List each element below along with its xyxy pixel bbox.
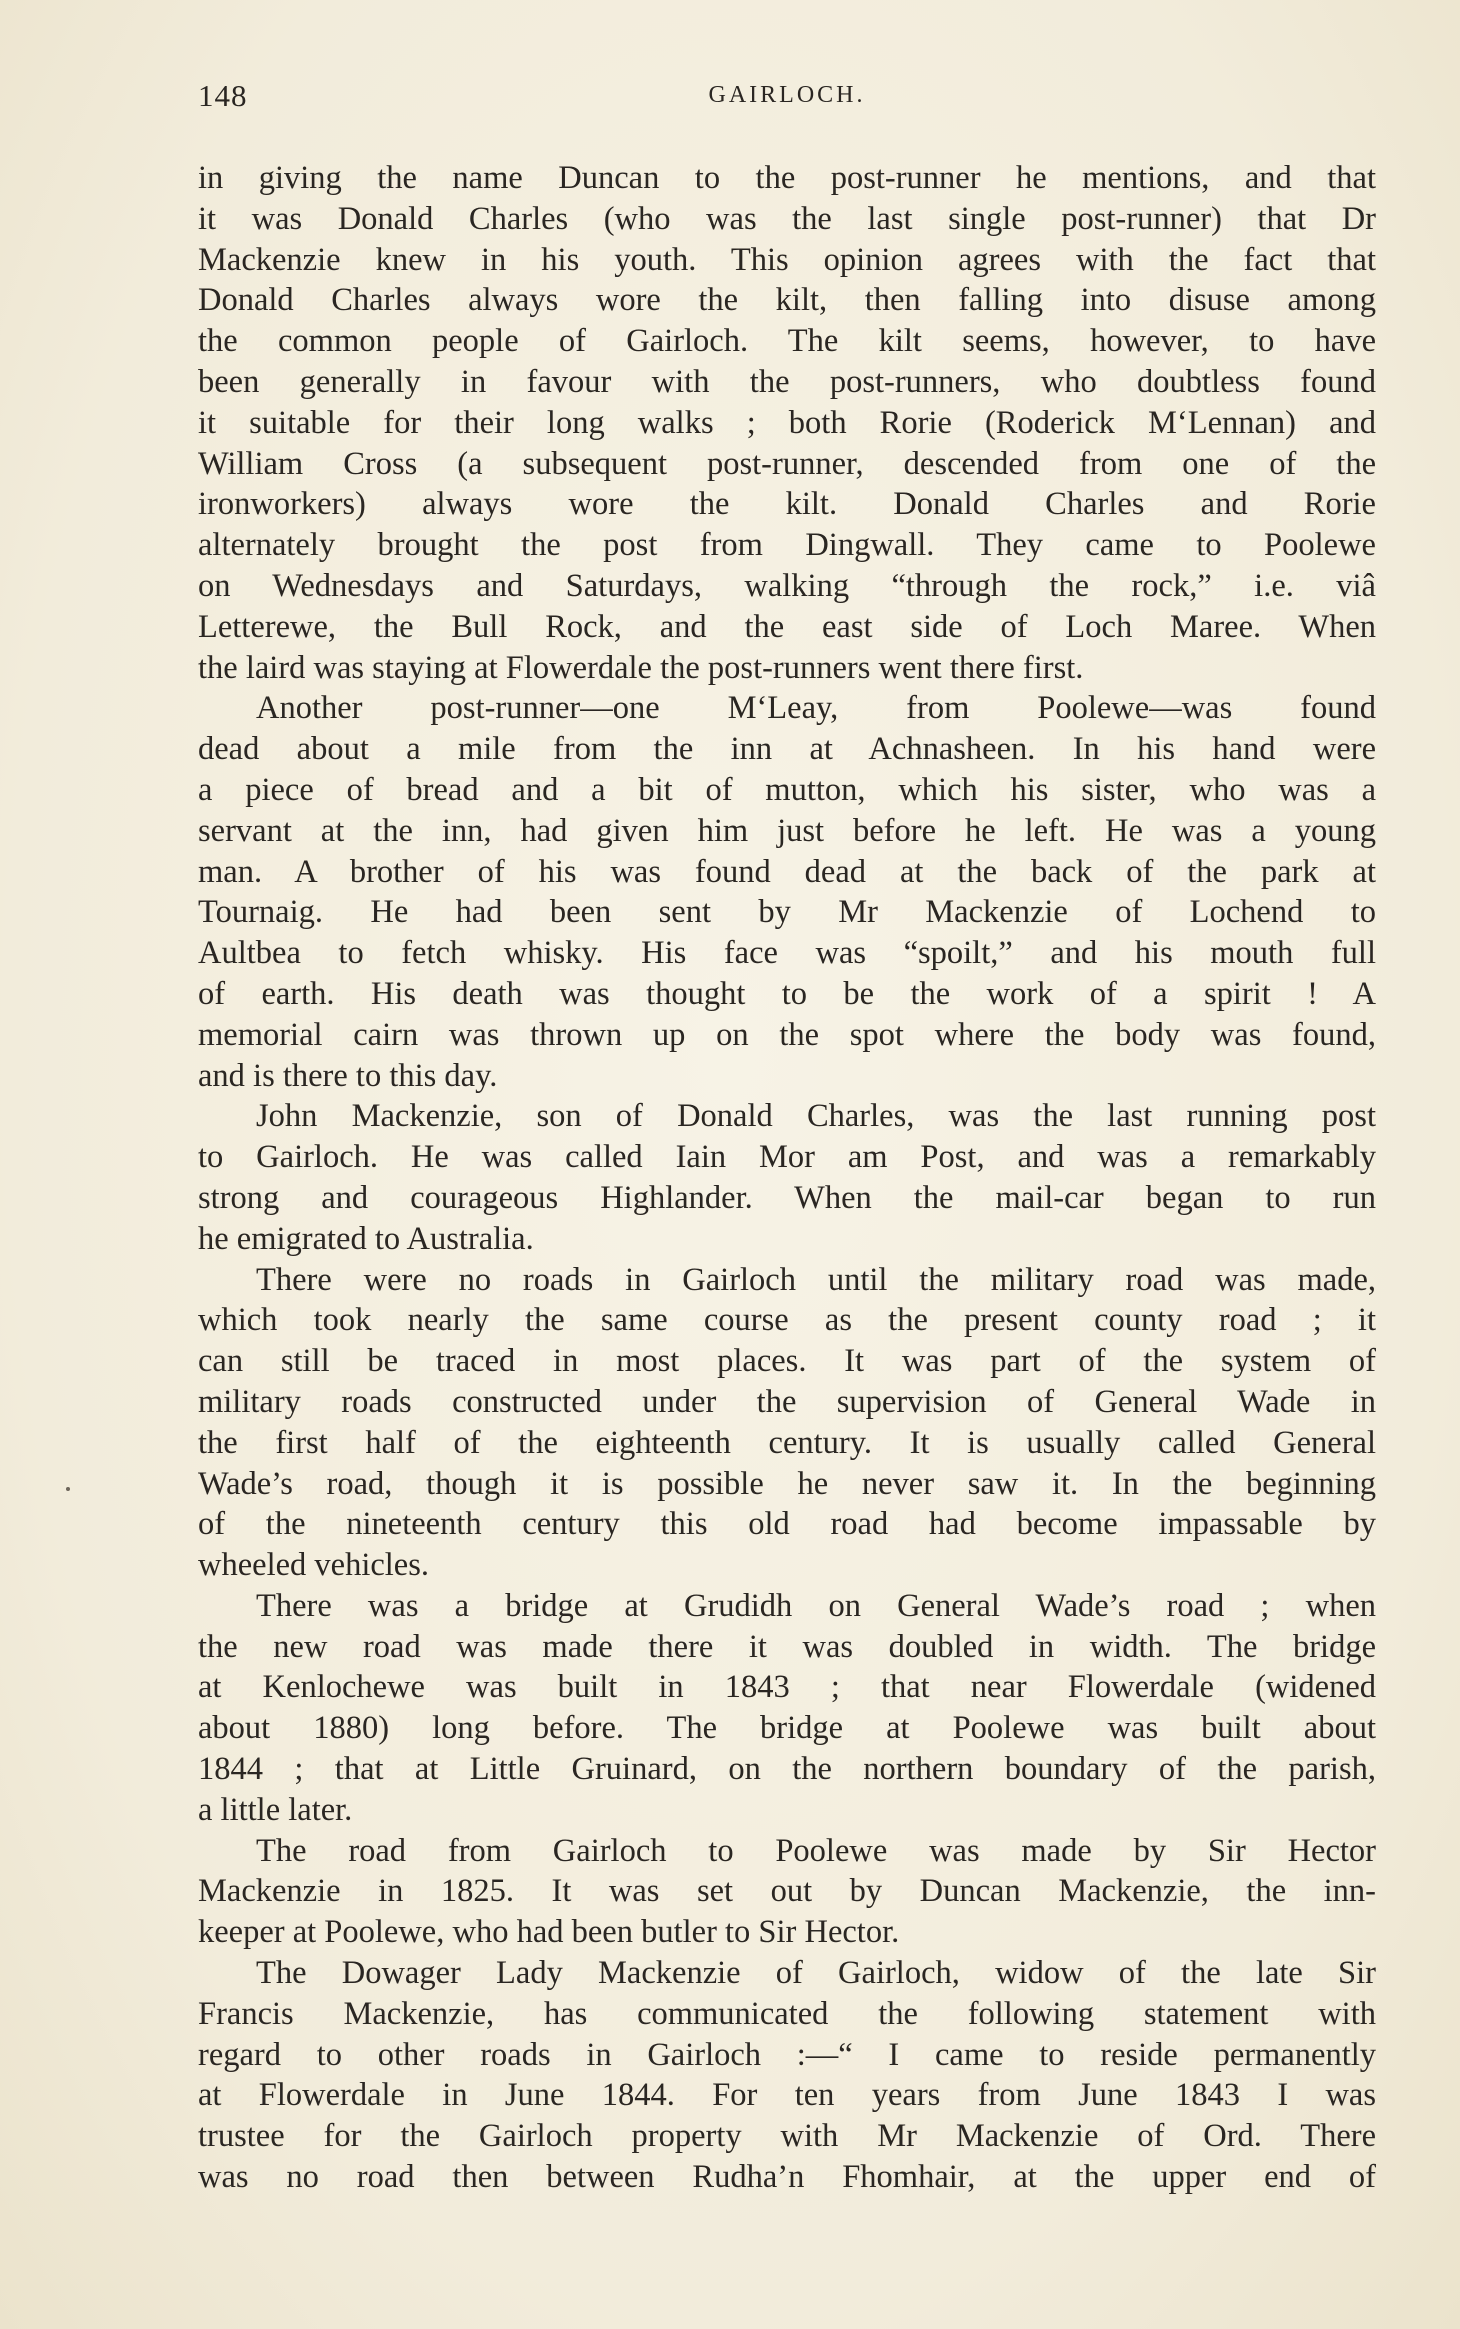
text-line: in giving the name Duncan to the post-runner he mentions, and that [198,160,1376,196]
text-line: it was Donald Charles (who was the last single post-runner) that Dr [198,200,1376,237]
text-line: can still be traced in most places. It was part of the system of [198,1343,1376,1380]
text-line: Francis Mackenzie, has communicated the following statement with [198,1995,1376,2032]
text-line: it suitable for their long walks ; both Rorie (Roderick M‘Lennan) and [198,404,1376,441]
text-line: was no road then between Rudha’n Fhomhair, at the upper end of [198,2159,1376,2196]
text-line: John Mackenzie, son of Donald Charles, was the last running post [256,1098,1376,1135]
text-line: of earth. His death was thought to be the work of a spirit ! A [198,975,1376,1012]
text-line: he emigrated to Australia. [198,1220,534,1257]
text-line: the new road was made there it was doubled in width. The bridge [198,1628,1376,1665]
text-line: Mackenzie knew in his youth. This opinion agrees with the fact that [198,241,1376,278]
text-line: at Flowerdale in June 1844. For ten years from June 1843 I was [198,2077,1376,2114]
running-title: GAIRLOCH. [708,82,866,108]
text-line: The road from Gairloch to Poolewe was made by Sir Hector [256,1832,1376,1869]
text-line: dead about a mile from the inn at Achnasheen. In his hand were [198,731,1376,768]
text-line: regard to other roads in Gairloch :—“ I came to reside permanently [198,2036,1376,2073]
text-line: a little later. [198,1791,353,1828]
text-line: The Dowager Lady Mackenzie of Gairloch, widow of the late Sir [256,1955,1376,1992]
text-line: about 1880) long before. The bridge at Poolewe was built about [198,1710,1376,1747]
text-line: trustee for the Gairloch property with Mr Mackenzie of Ord. There [198,2118,1376,2155]
text-line: and is there to this day. [198,1057,498,1094]
text-line: military roads constructed under the supervision of General Wade in [198,1383,1376,1420]
text-line: man. A brother of his was found dead at the back of the park at [198,853,1376,890]
paper-speck [66,1487,70,1491]
text-line: Mackenzie in 1825. It was set out by Duncan Mackenzie, the inn- [198,1873,1376,1910]
text-line: ironworkers) always wore the kilt. Donald Charles and Rorie [198,486,1376,523]
page-header [198,78,1376,122]
text-line: the first half of the eighteenth century. It is usually called General [198,1424,1376,1461]
text-line: Letterewe, the Bull Rock, and the east side of Loch Maree. When [198,608,1376,645]
text-line: strong and courageous Highlander. When the mail-car began to run [198,1179,1376,1216]
text-line: the laird was staying at Flowerdale the post-runners went there first. [198,649,1084,686]
text-line: Donald Charles always wore the kilt, then falling into disuse among [198,282,1376,319]
text-line: a piece of bread and a bit of mutton, which his sister, who was a [198,771,1376,808]
text-line: to Gairloch. He was called Iain Mor am Post, and was a remarkably [198,1139,1376,1176]
text-line: of the nineteenth century this old road had become impassable by [198,1506,1376,1543]
text-line: alternately brought the post from Dingwall. They came to Poolewe [198,527,1376,564]
text-line: which took nearly the same course as the present county road ; it [198,1302,1376,1339]
body-text [198,158,1376,2198]
text-line: William Cross (a subsequent post-runner, descended from one of the [198,445,1376,482]
text-line: Aultbea to fetch whisky. His face was “spoilt,” and his mouth full [198,935,1376,972]
text-line: Another post-runner—one M‘Leay, from Poolewe—was found [256,690,1376,727]
text-line: keeper at Poolewe, who had been butler to Sir Hector. [198,1914,900,1951]
text-line: There were no roads in Gairloch until the military road was made, [256,1261,1376,1298]
page-number: 148 [198,78,248,113]
text-line: Wade’s road, though it is possible he never saw it. In the beginning [198,1465,1376,1502]
text-line: memorial cairn was thrown up on the spot where the body was found, [198,1016,1376,1053]
text-line: 1844 ; that at Little Gruinard, on the northern boundary of the parish, [198,1751,1376,1788]
text-line: at Kenlochewe was built in 1843 ; that near Flowerdale (widened [198,1669,1376,1706]
text-line: been generally in favour with the post-runners, who doubtless found [198,363,1376,400]
text-line: on Wednesdays and Saturdays, walking “through the rock,” i.e. viâ [198,567,1376,604]
text-line: There was a bridge at Grudidh on General Wade’s road ; when [256,1587,1376,1624]
text-line: the common people of Gairloch. The kilt seems, however, to have [198,323,1376,360]
text-line: Tournaig. He had been sent by Mr Mackenzie of Lochend to [198,894,1376,931]
text-line: servant at the inn, had given him just before he left. He was a young [198,812,1376,849]
text-line: wheeled vehicles. [198,1547,430,1584]
